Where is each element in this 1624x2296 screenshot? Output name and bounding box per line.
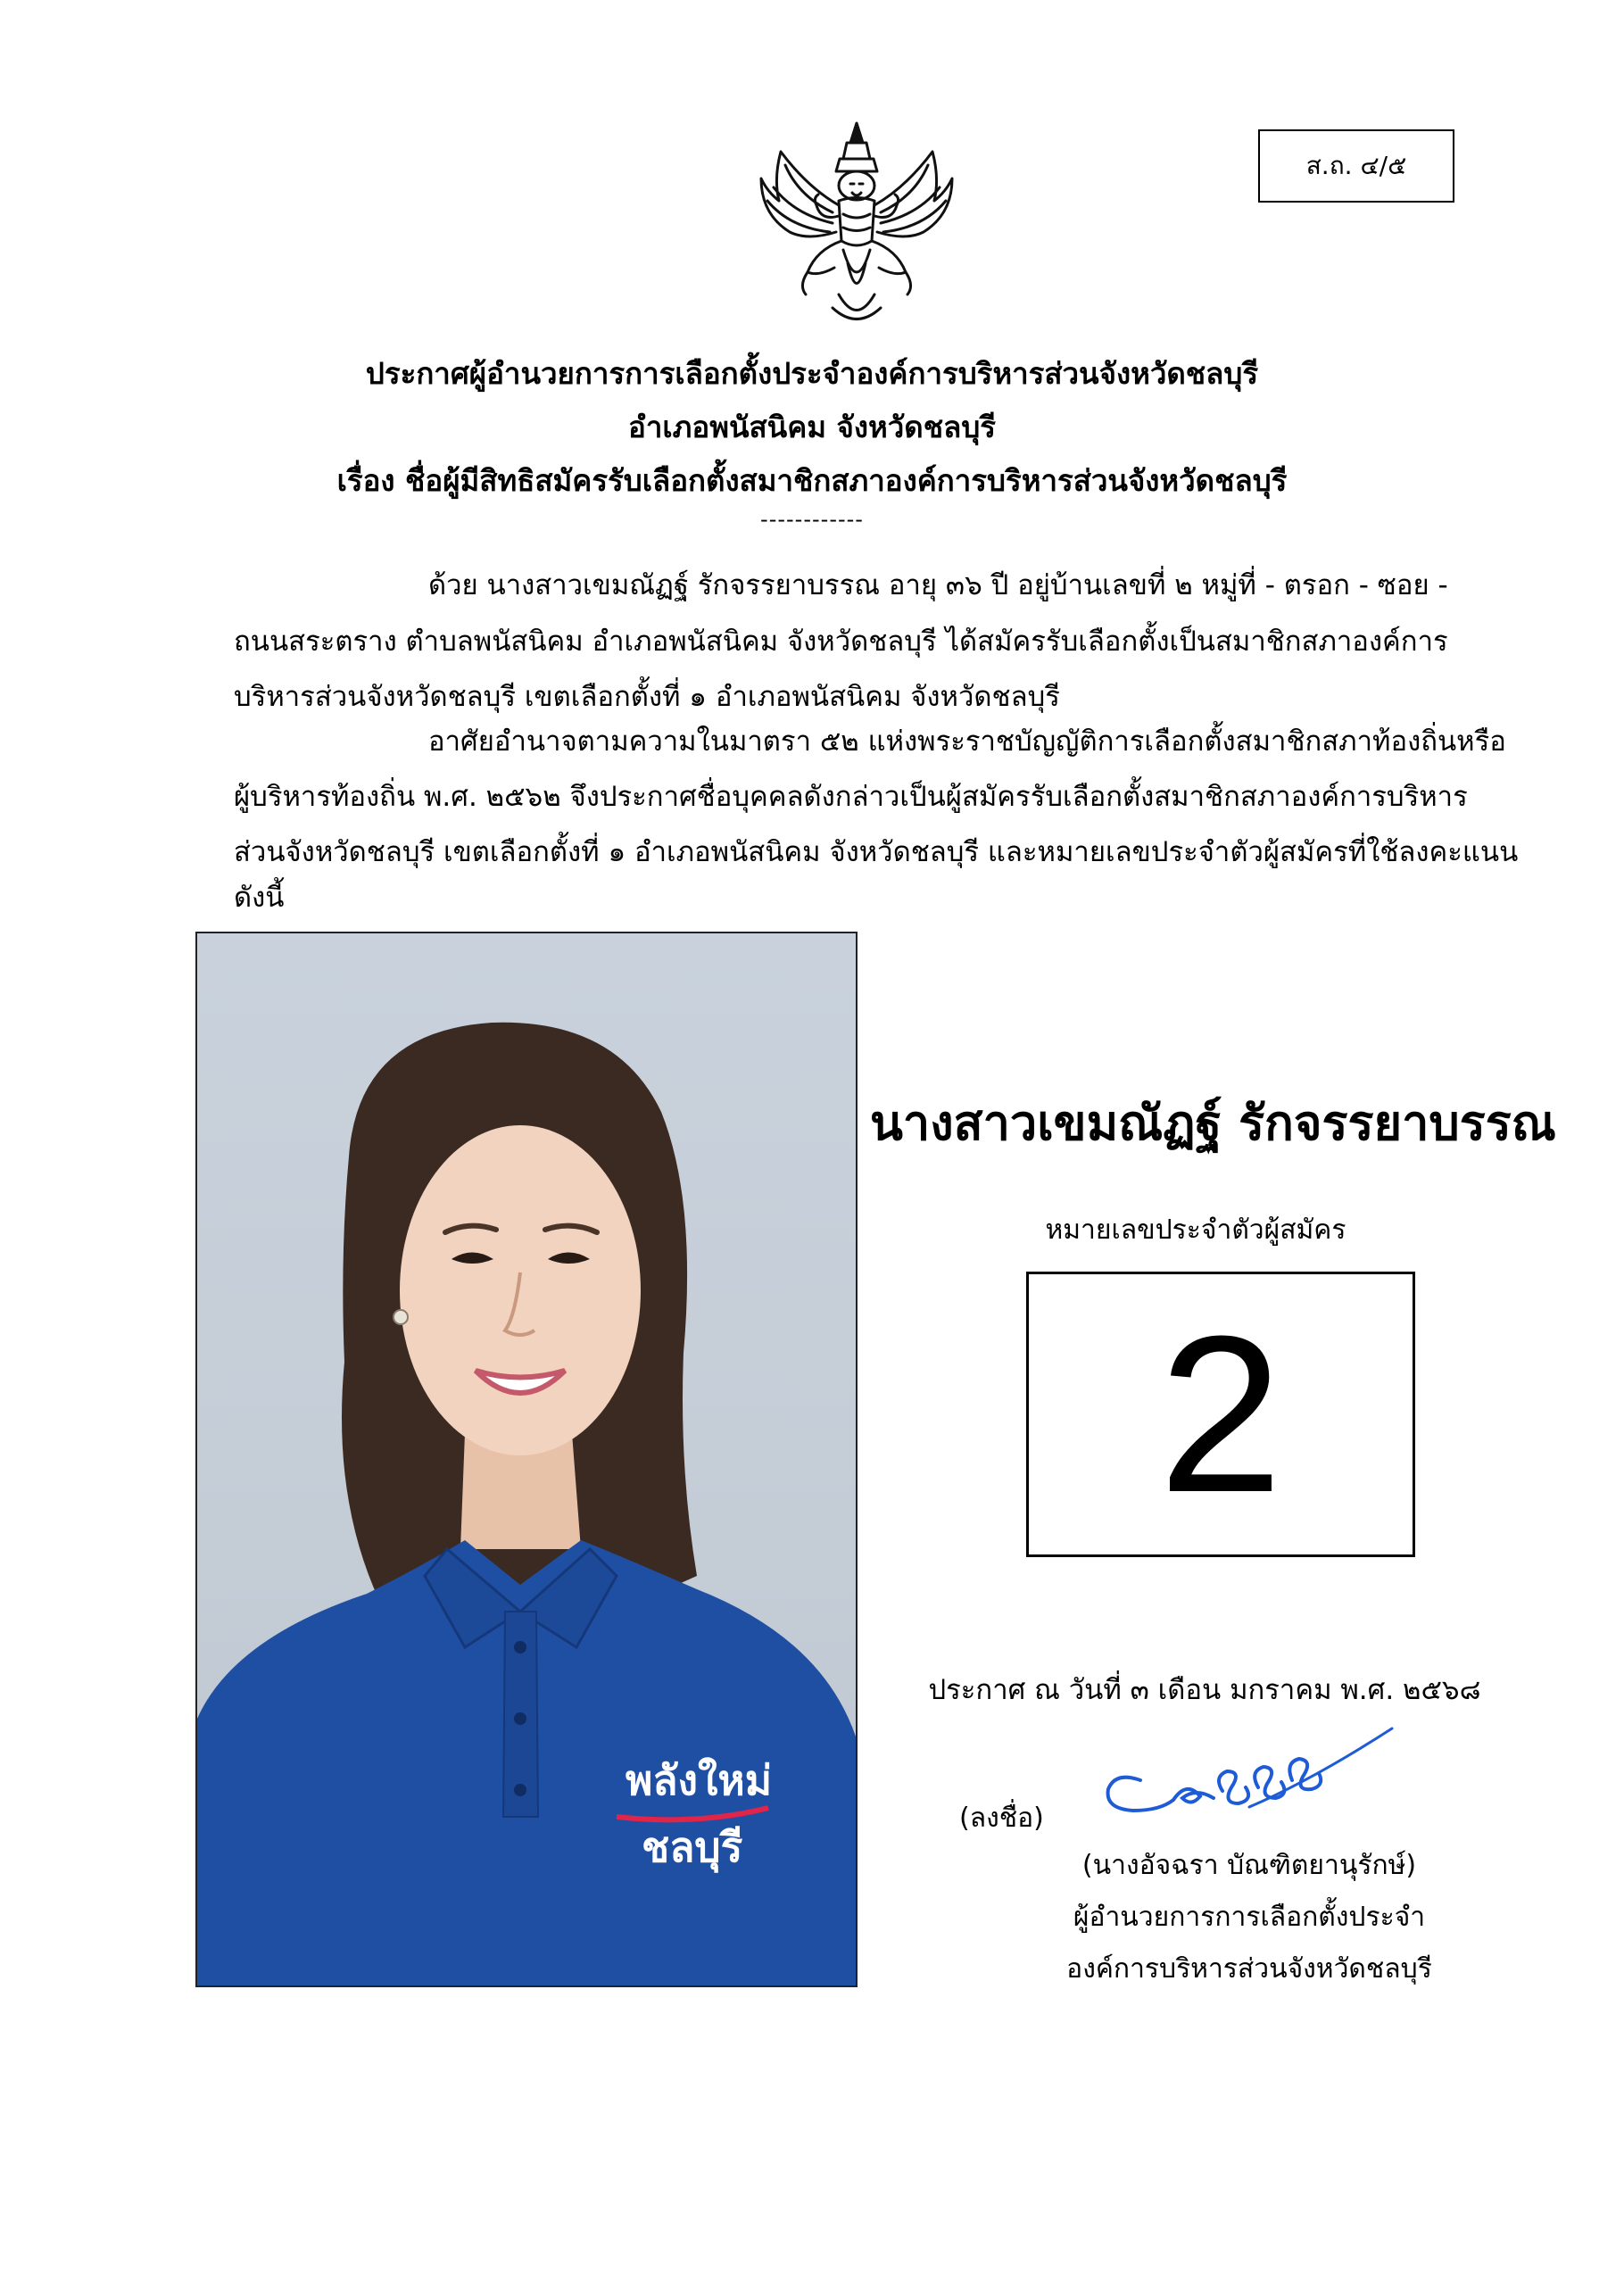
candidate-number-box — [1026, 1272, 1415, 1557]
signer-name: (นางอัจฉรา บัณฑิตยานุรักษ์) — [1081, 1850, 1417, 1881]
shirt-party-text-2: ชลบุรี — [642, 1823, 743, 1871]
body-line: บริหารส่วนจังหวัดชลบุรี เขตเลือกตั้งที่ ๑ อำเภอพนัสนิคม จังหวัดชลบุรี — [234, 681, 1060, 713]
candidate-number: 2 — [1158, 1289, 1283, 1538]
candidate-photo — [195, 932, 858, 1987]
body-line: ส่วนจังหวัดชลบุรี เขตเลือกตั้งที่ ๑ อำเภอพนัสนิคม จังหวัดชลบุรี และหมายเลขประจำตัวผู้สมัครที่ใช้ลงคะแนน — [234, 836, 1519, 868]
body-line: ผู้บริหารท้องถิ่น พ.ศ. ๒๕๖๒ จึงประกาศชื่อบุคคลดังกล่าวเป็นผู้สมัครรับเลือกตั้งสมาชิกสภาองค์การบริหาร — [234, 781, 1468, 813]
candidate-number-label: หมายเลขประจำตัวผู้สมัคร — [1045, 1214, 1346, 1246]
body-line: ด้วย นางสาวเขมณัฏฐ์ รักจรรยาบรรณ อายุ ๓๖ ปี อยู่บ้านเลขที่ ๒ หมู่ที่ - ตรอก - ซอย - — [428, 569, 1448, 601]
district-heading: อำเภอพนัสนิคม จังหวัดชลบุรี — [628, 410, 996, 444]
body-line: ดังนี้ — [234, 882, 285, 914]
form-code: ส.ถ. ๔/๕ — [1305, 151, 1407, 180]
garuda-emblem-icon — [754, 116, 959, 330]
shirt-party-text-1: พลังใหม่ — [626, 1756, 773, 1804]
announcement-date: ประกาศ ณ วันที่ ๓ เดือน มกราคม พ.ศ. ๒๕๖๘ — [928, 1674, 1481, 1706]
signer-title-line-2: องค์การบริหารส่วนจังหวัดชลบุรี — [1066, 1953, 1432, 1985]
signer-title-line-1: ผู้อำนวยการการเลือกตั้งประจำ — [1073, 1902, 1426, 1933]
body-line: อาศัยอำนาจตามความในมาตรา ๕๒ แห่งพระราชบัญญัติการเลือกตั้งสมาชิกสภาท้องถิ่นหรือ — [428, 725, 1506, 758]
candidate-name: นางสาวเขมณัฏฐ์ รักจรรยาบรรณ — [870, 1095, 1556, 1151]
body-line: ถนนสระตราง ตำบลพนัสนิคม อำเภอพนัสนิคม จังหวัดชลบุรี ได้สมัครรับเลือกตั้งเป็นสมาชิกสภาองค์การ — [234, 626, 1448, 658]
announcement-heading: ประกาศผู้อำนวยการการเลือกตั้งประจำองค์การบริหารส่วนจังหวัดชลบุรี — [365, 356, 1259, 391]
form-code-box — [1258, 129, 1454, 203]
subject-heading: เรื่อง ชื่อผู้มีสิทธิสมัครรับเลือกตั้งสมาชิกสภาองค์การบริหารส่วนจังหวัดชลบุรี — [336, 463, 1288, 498]
signature — [1089, 1718, 1401, 1825]
header-separator: ------------ — [760, 507, 864, 532]
sign-label: (ลงชื่อ) — [959, 1803, 1044, 1834]
